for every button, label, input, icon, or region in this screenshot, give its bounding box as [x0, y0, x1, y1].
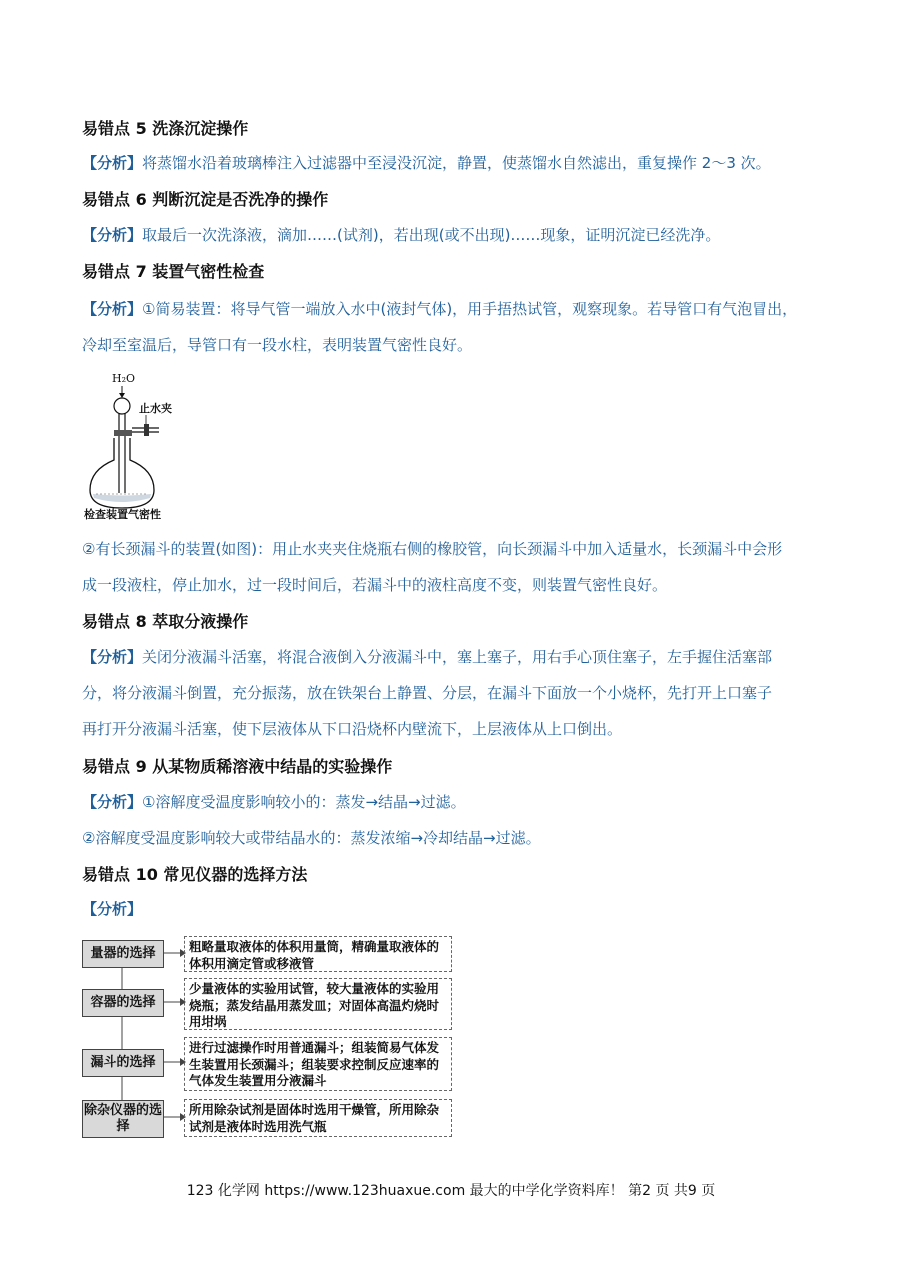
instrument-selection-diagram [82, 932, 462, 1142]
funnel-note: 进行过滤操作时用普通漏斗；组装简易气体发生装置用长颈漏斗；组装要求控制反应速率的气体发生装置用分液漏斗 [184, 1037, 452, 1091]
paragraph-7b: 冷却至室温后，导管口有一段水柱，表明装置气密性良好。 [82, 336, 473, 354]
analysis-tag: 【分析】 [82, 154, 143, 172]
container-note: 少量液体的实验用试管，较大量液体的实验用烧瓶；蒸发结晶用蒸发皿；对固体高温灼烧时用坩埚 [184, 978, 452, 1030]
measuring-instrument-box: 量器的选择 [82, 940, 164, 968]
analysis-paragraph-8a [82, 639, 822, 675]
section-title-10: 易错点 10 常见仪器的选择方法 [82, 865, 308, 884]
paragraph-text: 关闭分液漏斗活塞，将混合液倒入分液漏斗中，塞上塞子，用右手心顶住塞子，左手握住活塞部 [142, 648, 773, 666]
analysis-tag: 【分析】 [82, 226, 143, 244]
impurity-removal-note: 所用除杂试剂是固体时选用干燥管，所用除杂试剂是液体时选用洗气瓶 [184, 1099, 452, 1137]
paragraph-8c: 再打开分液漏斗活塞，使下层液体从下口沿烧杯内壁流下，上层液体从上口倒出。 [82, 720, 623, 738]
analysis-tag: 【分析】 [82, 900, 143, 918]
funnel-box: 漏斗的选择 [82, 1049, 164, 1077]
section-title-7: 易错点 7 装置气密性检查 [82, 262, 265, 281]
impurity-removal-box: 除杂仪器的选择 [82, 1100, 164, 1138]
analysis-paragraph-7a [82, 291, 822, 327]
page-footer: 123 化学网 https://www.123huaxue.com 最大的中学化学资料库！ 第2 页 共9 页 [186, 1183, 716, 1199]
figure-caption: 检查装置气密性 [84, 508, 161, 521]
section-title-9: 易错点 9 从某物质稀溶液中结晶的实验操作 [82, 757, 393, 776]
analysis-paragraph-9a [82, 784, 822, 820]
clamp-label: 止水夹 [139, 402, 172, 415]
analysis-tag: 【分析】 [82, 300, 143, 318]
paragraph-text: 取最后一次洗涤液，滴加……(试剂)，若出现(或不出现)……现象，证明沉淀已经洗净。 [142, 226, 721, 244]
paragraph-9b: ②溶解度受温度影响较大或带结晶水的：蒸发浓缩→冷却结晶→过滤。 [82, 829, 541, 847]
analysis-paragraph-5 [82, 145, 822, 181]
h2o-label: H₂O [112, 372, 136, 385]
paragraph-text: 将蒸馏水沿着玻璃棒注入过滤器中至浸没沉淀，静置，使蒸馏水自然滤出，重复操作 2～3 次。 [142, 154, 771, 172]
paragraph-8b: 分，将分液漏斗倒置，充分振荡，放在铁架台上静置、分层，在漏斗下面放一个小烧杯，先打开上口塞子 [82, 684, 773, 702]
analysis-tag: 【分析】 [82, 793, 143, 811]
paragraph-text: ①简易装置：将导气管一端放入水中(液封气体)，用手捂热试管，观察现象。若导管口有气泡冒出， [142, 300, 798, 318]
paragraph-text: ①溶解度受温度影响较小的：蒸发→结晶→过滤。 [142, 793, 466, 811]
gas-tightness-apparatus-figure [84, 368, 194, 523]
section-title-6: 易错点 6 判断沉淀是否洗净的操作 [82, 190, 329, 209]
analysis-paragraph-6 [82, 217, 822, 253]
container-box: 容器的选择 [82, 989, 164, 1017]
paragraph-7d: 成一段液柱，停止加水，过一段时间后，若漏斗中的液柱高度不变，则装置气密性良好。 [82, 576, 668, 594]
analysis-tag-10 [82, 891, 822, 927]
measuring-instrument-note: 粗略量取液体的体积用量筒，精确量取液体的体积用滴定管或移液管 [184, 936, 452, 972]
paragraph-7c: ②有长颈漏斗的装置(如图)：用止水夹夹住烧瓶右侧的橡胶管，向长颈漏斗中加入适量水，长颈漏斗中会形 [82, 540, 783, 558]
section-title-8: 易错点 8 萃取分液操作 [82, 612, 249, 631]
section-title-5: 易错点 5 洗涤沉淀操作 [82, 119, 249, 138]
analysis-tag: 【分析】 [82, 648, 143, 666]
